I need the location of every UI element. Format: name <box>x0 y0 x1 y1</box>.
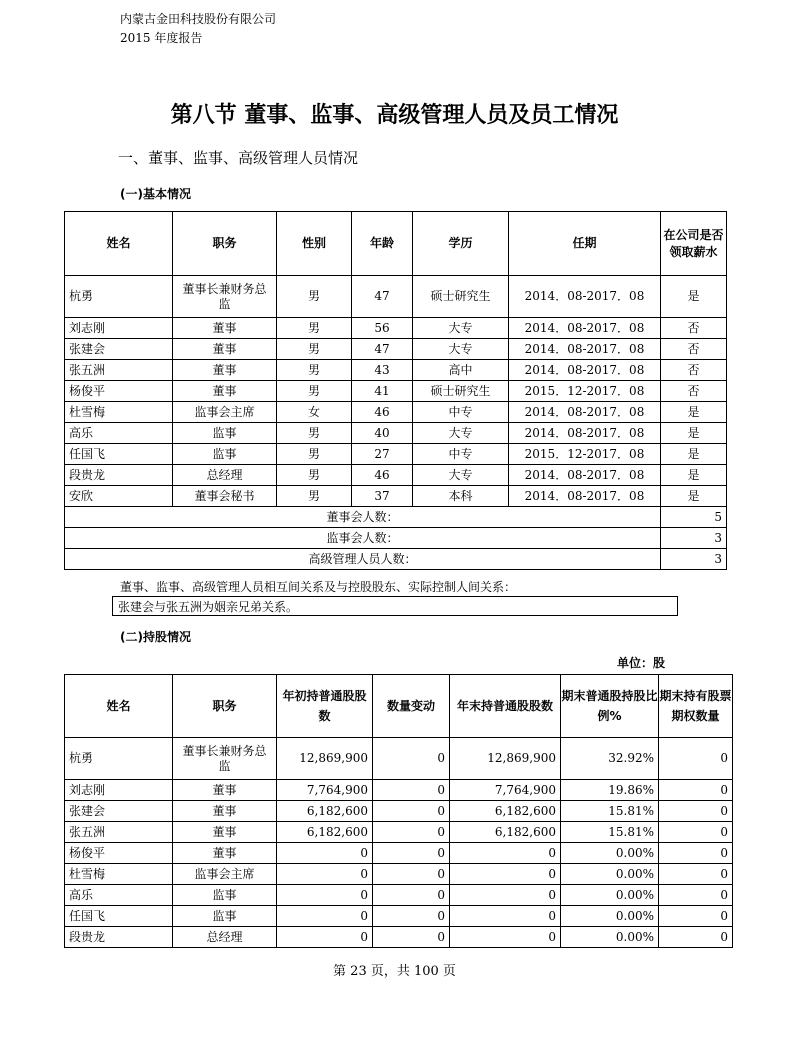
table-row <box>65 276 727 318</box>
col-salary: 在公司是否领取薪水 <box>661 212 727 276</box>
cell-name: 安欣 <box>65 486 173 507</box>
table-row <box>65 360 727 381</box>
summary-row <box>65 549 727 570</box>
cell-ratio: 0.00% <box>561 906 659 927</box>
cell-options: 0 <box>659 864 733 885</box>
cell-position: 总经理 <box>173 927 277 948</box>
cell-position: 董事 <box>173 801 277 822</box>
cell-name: 刘志刚 <box>65 780 173 801</box>
cell-begin-shares: 7,764,900 <box>277 780 373 801</box>
cell-end-shares: 0 <box>450 906 561 927</box>
cell-ratio: 15.81% <box>561 801 659 822</box>
cell-term: 2014．08-2017．08 <box>509 318 661 339</box>
col-name: 姓名 <box>65 212 173 276</box>
cell-position: 董事会秘书 <box>173 486 277 507</box>
table-row <box>65 738 733 780</box>
cell-position: 董事长兼财务总监 <box>173 738 277 780</box>
cell-education: 中专 <box>413 444 509 465</box>
cell-options: 0 <box>659 822 733 843</box>
table-row <box>65 465 727 486</box>
cell-end-shares: 6,182,600 <box>450 822 561 843</box>
cell-options: 0 <box>659 801 733 822</box>
cell-options: 0 <box>659 906 733 927</box>
cell-salary: 是 <box>661 465 727 486</box>
cell-name: 张五洲 <box>65 360 173 381</box>
cell-begin-shares: 0 <box>277 864 373 885</box>
cell-change: 0 <box>373 864 450 885</box>
page-footer: 第 23 页，共 100 页 <box>333 964 456 979</box>
cell-term: 2014．08-2017．08 <box>509 360 661 381</box>
cell-change: 0 <box>373 885 450 906</box>
cell-name: 杨俊平 <box>65 381 173 402</box>
basic-info-heading: (一)基本情况 <box>120 187 191 201</box>
cell-salary: 是 <box>661 423 727 444</box>
cell-position: 监事 <box>173 444 277 465</box>
cell-begin-shares: 6,182,600 <box>277 822 373 843</box>
summary-value: 5 <box>661 507 727 528</box>
cell-change: 0 <box>373 780 450 801</box>
cell-position: 监事 <box>173 885 277 906</box>
cell-position: 董事长兼财务总监 <box>173 276 277 318</box>
cell-gender: 男 <box>277 318 352 339</box>
table-row <box>65 444 727 465</box>
cell-position: 董事 <box>173 822 277 843</box>
cell-begin-shares: 0 <box>277 843 373 864</box>
cell-salary: 是 <box>661 444 727 465</box>
cell-name: 杜雪梅 <box>65 402 173 423</box>
header-company: 内蒙古金田科技股份有限公司 <box>120 12 277 26</box>
cell-options: 0 <box>659 738 733 780</box>
cell-salary: 是 <box>661 276 727 318</box>
h-col-end: 年末持普通股股数 <box>450 675 561 738</box>
cell-name: 高乐 <box>65 423 173 444</box>
cell-position: 监事 <box>173 906 277 927</box>
table-row <box>65 423 727 444</box>
cell-begin-shares: 0 <box>277 927 373 948</box>
cell-term: 2014．08-2017．08 <box>509 339 661 360</box>
cell-end-shares: 12,869,900 <box>450 738 561 780</box>
h-col-begin: 年初持普通股股数 <box>277 675 373 738</box>
relation-note: 董事、监事、高级管理人员相互间关系及与控股股东、实际控制人间关系： <box>120 580 517 594</box>
summary-value: 3 <box>661 549 727 570</box>
cell-age: 40 <box>352 423 413 444</box>
cell-gender: 男 <box>277 381 352 402</box>
cell-gender: 男 <box>277 444 352 465</box>
cell-salary: 否 <box>661 318 727 339</box>
cell-position: 董事 <box>173 780 277 801</box>
cell-name: 高乐 <box>65 885 173 906</box>
cell-begin-shares: 12,869,900 <box>277 738 373 780</box>
cell-name: 杭勇 <box>65 738 173 780</box>
table-row <box>65 381 727 402</box>
cell-age: 37 <box>352 486 413 507</box>
h-col-change: 数量变动 <box>373 675 450 738</box>
cell-term: 2014．08-2017．08 <box>509 402 661 423</box>
cell-end-shares: 0 <box>450 885 561 906</box>
table-row <box>65 339 727 360</box>
cell-options: 0 <box>659 780 733 801</box>
summary-value: 3 <box>661 528 727 549</box>
cell-education: 本科 <box>413 486 509 507</box>
cell-name: 段贵龙 <box>65 927 173 948</box>
cell-end-shares: 0 <box>450 927 561 948</box>
cell-term: 2015．12-2017．08 <box>509 444 661 465</box>
h-col-options: 期末持有股票期权数量 <box>659 675 733 738</box>
cell-change: 0 <box>373 927 450 948</box>
cell-gender: 男 <box>277 486 352 507</box>
cell-change: 0 <box>373 738 450 780</box>
cell-name: 段贵龙 <box>65 465 173 486</box>
cell-salary: 是 <box>661 486 727 507</box>
cell-options: 0 <box>659 843 733 864</box>
cell-options: 0 <box>659 927 733 948</box>
cell-name: 任国飞 <box>65 906 173 927</box>
cell-education: 中专 <box>413 402 509 423</box>
cell-age: 47 <box>352 276 413 318</box>
col-position: 职务 <box>173 212 277 276</box>
col-education: 学历 <box>413 212 509 276</box>
table-row <box>65 843 733 864</box>
cell-name: 任国飞 <box>65 444 173 465</box>
holdings-unit: 单位：股 <box>617 656 666 670</box>
cell-end-shares: 0 <box>450 864 561 885</box>
cell-position: 董事 <box>173 339 277 360</box>
cell-gender: 男 <box>277 360 352 381</box>
table-row <box>65 780 733 801</box>
cell-ratio: 19.86% <box>561 780 659 801</box>
cell-education: 大专 <box>413 339 509 360</box>
cell-position: 董事 <box>173 318 277 339</box>
cell-gender: 男 <box>277 465 352 486</box>
header-report: 2015 年度报告 <box>120 31 203 45</box>
cell-position: 董事 <box>173 381 277 402</box>
cell-education: 硕士研究生 <box>413 381 509 402</box>
cell-name: 张五洲 <box>65 822 173 843</box>
cell-name: 张建会 <box>65 339 173 360</box>
cell-ratio: 32.92% <box>561 738 659 780</box>
h-col-position: 职务 <box>173 675 277 738</box>
cell-ratio: 15.81% <box>561 822 659 843</box>
cell-change: 0 <box>373 801 450 822</box>
summary-row <box>65 507 727 528</box>
table-row <box>65 885 733 906</box>
cell-end-shares: 7,764,900 <box>450 780 561 801</box>
cell-gender: 男 <box>277 276 352 318</box>
summary-label: 监事会人数： <box>65 528 661 549</box>
cell-salary: 否 <box>661 339 727 360</box>
cell-end-shares: 0 <box>450 843 561 864</box>
cell-age: 27 <box>352 444 413 465</box>
cell-change: 0 <box>373 843 450 864</box>
cell-gender: 女 <box>277 402 352 423</box>
cell-position: 监事 <box>173 423 277 444</box>
table-row <box>65 906 733 927</box>
h-col-ratio: 期末普通股持股比例% <box>561 675 659 738</box>
cell-education: 大专 <box>413 465 509 486</box>
cell-position: 总经理 <box>173 465 277 486</box>
cell-begin-shares: 6,182,600 <box>277 801 373 822</box>
cell-age: 46 <box>352 402 413 423</box>
table-row <box>65 402 727 423</box>
table-row <box>65 801 733 822</box>
cell-salary: 是 <box>661 402 727 423</box>
cell-term: 2014．08-2017．08 <box>509 423 661 444</box>
holdings-table <box>64 674 733 948</box>
cell-name: 杭勇 <box>65 276 173 318</box>
cell-education: 大专 <box>413 318 509 339</box>
cell-education: 硕士研究生 <box>413 276 509 318</box>
cell-age: 41 <box>352 381 413 402</box>
cell-ratio: 0.00% <box>561 864 659 885</box>
cell-term: 2014．08-2017．08 <box>509 486 661 507</box>
basic-info-table <box>64 211 727 570</box>
col-age: 年龄 <box>352 212 413 276</box>
cell-name: 杨俊平 <box>65 843 173 864</box>
cell-ratio: 0.00% <box>561 843 659 864</box>
cell-age: 46 <box>352 465 413 486</box>
holdings-heading: (二)持股情况 <box>120 630 191 644</box>
cell-change: 0 <box>373 822 450 843</box>
cell-position: 监事会主席 <box>173 402 277 423</box>
col-gender: 性别 <box>277 212 352 276</box>
cell-education: 高中 <box>413 360 509 381</box>
cell-age: 43 <box>352 360 413 381</box>
section-heading: 一、董事、监事、高级管理人员情况 <box>118 149 359 167</box>
cell-options: 0 <box>659 885 733 906</box>
page-title: 第八节 董事、监事、高级管理人员及员工情况 <box>170 103 619 128</box>
cell-position: 监事会主席 <box>173 864 277 885</box>
table-row <box>65 486 727 507</box>
table-row <box>65 864 733 885</box>
cell-term: 2014．08-2017．08 <box>509 276 661 318</box>
table-row <box>65 927 733 948</box>
cell-gender: 男 <box>277 423 352 444</box>
cell-begin-shares: 0 <box>277 885 373 906</box>
cell-ratio: 0.00% <box>561 927 659 948</box>
cell-position: 董事 <box>173 843 277 864</box>
cell-position: 董事 <box>173 360 277 381</box>
cell-age: 56 <box>352 318 413 339</box>
cell-begin-shares: 0 <box>277 906 373 927</box>
cell-gender: 男 <box>277 339 352 360</box>
summary-label: 董事会人数： <box>65 507 661 528</box>
cell-term: 2014．08-2017．08 <box>509 465 661 486</box>
cell-ratio: 0.00% <box>561 885 659 906</box>
cell-change: 0 <box>373 906 450 927</box>
relation-text: 张建会与张五洲为姻亲兄弟关系。 <box>112 596 678 616</box>
cell-name: 杜雪梅 <box>65 864 173 885</box>
cell-name: 刘志刚 <box>65 318 173 339</box>
col-term: 任期 <box>509 212 661 276</box>
cell-age: 47 <box>352 339 413 360</box>
summary-row <box>65 528 727 549</box>
table-row <box>65 318 727 339</box>
cell-salary: 否 <box>661 360 727 381</box>
cell-name: 张建会 <box>65 801 173 822</box>
h-col-name: 姓名 <box>65 675 173 738</box>
cell-end-shares: 6,182,600 <box>450 801 561 822</box>
summary-label: 高级管理人员人数： <box>65 549 661 570</box>
cell-term: 2015．12-2017．08 <box>509 381 661 402</box>
table-row <box>65 822 733 843</box>
cell-education: 大专 <box>413 423 509 444</box>
cell-salary: 否 <box>661 381 727 402</box>
